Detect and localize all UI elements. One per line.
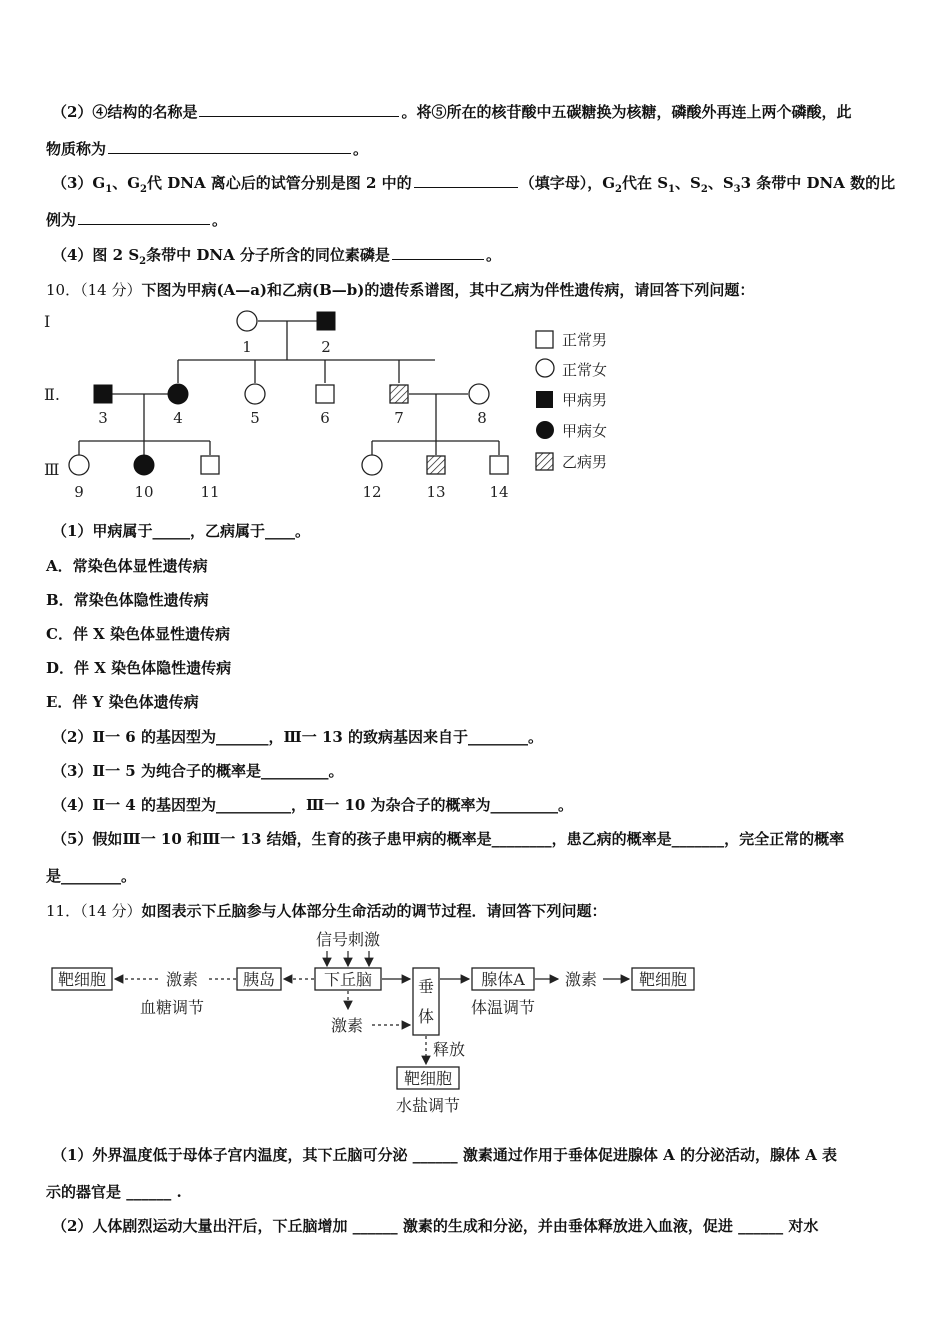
individual-8 — [469, 384, 489, 404]
q9-part4: （4）图 2 $S_2$条带中 DNA 分子所含的同位素磷是 。 — [52, 246, 501, 267]
individual-11 — [201, 456, 219, 474]
individual-number: 13 — [426, 483, 446, 501]
individual-6 — [316, 385, 334, 403]
individual-4 — [168, 384, 188, 404]
individual-7 — [390, 385, 408, 403]
regulation-diagram — [40, 925, 720, 1125]
signal-label: 信号刺激 — [315, 930, 381, 949]
individual-number: 2 — [321, 338, 331, 356]
islet-label: 胰岛 — [242, 970, 276, 989]
q9-part2-line2: 物质称为 。 — [46, 140, 369, 158]
option-b: B．常染色体隐性遗传病 — [46, 591, 209, 609]
legend-label: 甲病男 — [562, 391, 608, 409]
generation-label: Ⅱ. — [44, 385, 60, 404]
q10-part1: （1）甲病属于_____，乙病属于____。 — [52, 522, 310, 540]
hormone-mid: 激素 — [330, 1016, 364, 1035]
option-e: E．伴 Y 染色体遗传病 — [46, 693, 199, 711]
generation-label: Ⅲ — [44, 460, 60, 479]
q10-part2: （2）Ⅱ一 6 的基因型为_______，Ⅲ一 13 的致病基因来自于________。 — [52, 728, 544, 746]
q10-part5-line1: （5）假如Ⅲ一 10 和Ⅲ一 13 结婚，生育的孩子患甲病的概率是________，患乙病的概率是_______，完全正常的概率 — [52, 830, 845, 848]
answer-blank[interactable] — [78, 210, 210, 225]
individual-10 — [134, 455, 154, 475]
target-cell-right: 靶细胞 — [638, 970, 688, 989]
option-d: D．伴 X 染色体隐性遗传病 — [46, 659, 232, 677]
q9-part2-line1: （2）④结构的名称是 。将⑤所在的核苷酸中五碳糖换为核糖，磷酸外再连上两个磷酸，此 — [52, 103, 852, 121]
individual-14 — [490, 456, 508, 474]
individual-number: 12 — [362, 483, 382, 501]
q9-part3-line2: 例为 。 — [46, 211, 228, 229]
water-salt-label: 水盐调节 — [395, 1096, 461, 1115]
pituitary-label-1: 垂 — [417, 977, 435, 996]
q11-stem: 11．（14 分）如图表示下丘脑参与人体部分生命活动的调节过程．请回答下列问题： — [46, 902, 607, 920]
individual-9 — [69, 455, 89, 475]
individual-13 — [427, 456, 445, 474]
blood-sugar-label: 血糖调节 — [139, 998, 205, 1017]
q11-part2-line1: （2）人体剧烈运动大量出汗后，下丘脑增加 ______ 激素的生成和分泌，并由垂体释放进入血液，促进 ______ 对水 — [52, 1217, 819, 1235]
legend-label: 甲病女 — [562, 422, 608, 440]
q10-part4: （4）Ⅱ一 4 的基因型为__________，Ⅲ一 10 为杂合子的概率为_________。 — [52, 796, 574, 814]
individual-number: 8 — [477, 409, 487, 427]
individual-1 — [237, 311, 257, 331]
legend-label: 正常女 — [562, 361, 608, 379]
answer-blank[interactable] — [414, 173, 518, 188]
q10-part5-line2: 是________。 — [46, 867, 137, 885]
release-label: 释放 — [432, 1040, 466, 1059]
pituitary-label-2: 体 — [417, 1007, 435, 1026]
q11-part1-line2: 示的器官是 ______ . — [46, 1183, 182, 1201]
target-cell-left: 靶细胞 — [57, 970, 107, 989]
individual-2 — [317, 312, 335, 330]
option-c: C．伴 X 染色体显性遗传病 — [46, 625, 231, 643]
hormone-left: 激素 — [165, 970, 199, 989]
answer-blank[interactable] — [108, 139, 351, 154]
generation-label: Ⅰ — [44, 312, 51, 331]
individual-number: 4 — [173, 409, 183, 427]
q10-part3: （3）Ⅱ一 5 为纯合子的概率是_________。 — [52, 762, 344, 780]
individual-number: 11 — [200, 483, 220, 501]
hormone-right: 激素 — [564, 970, 598, 989]
individual-number: 14 — [489, 483, 509, 501]
individual-number: 10 — [134, 483, 154, 501]
answer-blank[interactable] — [392, 245, 484, 260]
q9-part3-line1: $(3)G_1$、$G_2$代 DNA 离心后的试管分别是图 2 中的 （填字母），$G_2$代在 $S_1$、$S_2$、$S_33$ 条带中 DNA 数的比 — [52, 174, 896, 195]
option-a: A．常染色体显性遗传病 — [46, 557, 208, 575]
q10-stem: 10．（14 分）下图为甲病(A—a)和乙病(B—b)的遗传系谱图，其中乙病为伴性遗传病，请回答下列问题： — [46, 281, 755, 299]
individual-number: 7 — [394, 409, 404, 427]
individual-number: 5 — [250, 409, 260, 427]
hypothalamus-label: 下丘脑 — [323, 970, 373, 989]
temperature-label: 体温调节 — [470, 998, 536, 1017]
individual-number: 6 — [320, 409, 330, 427]
gland-a-label: 腺体A — [481, 970, 525, 989]
individual-number: 1 — [242, 338, 252, 356]
individual-number: 3 — [98, 409, 108, 427]
individual-12 — [362, 455, 382, 475]
legend-label: 乙病男 — [562, 453, 608, 471]
individual-number: 9 — [74, 483, 84, 501]
q11-part1-line1: （1）外界温度低于母体子宫内温度，其下丘脑可分泌 ______ 激素通过作用于垂体促进腺体 A 的分泌活动，腺体 A 表 — [52, 1146, 838, 1164]
pedigree-chart — [40, 305, 640, 505]
individual-5 — [245, 384, 265, 404]
legend-label: 正常男 — [562, 331, 608, 349]
target-cell-bottom: 靶细胞 — [403, 1069, 453, 1088]
answer-blank[interactable] — [199, 102, 399, 117]
pedigree-legend — [536, 331, 607, 471]
individual-3 — [94, 385, 112, 403]
